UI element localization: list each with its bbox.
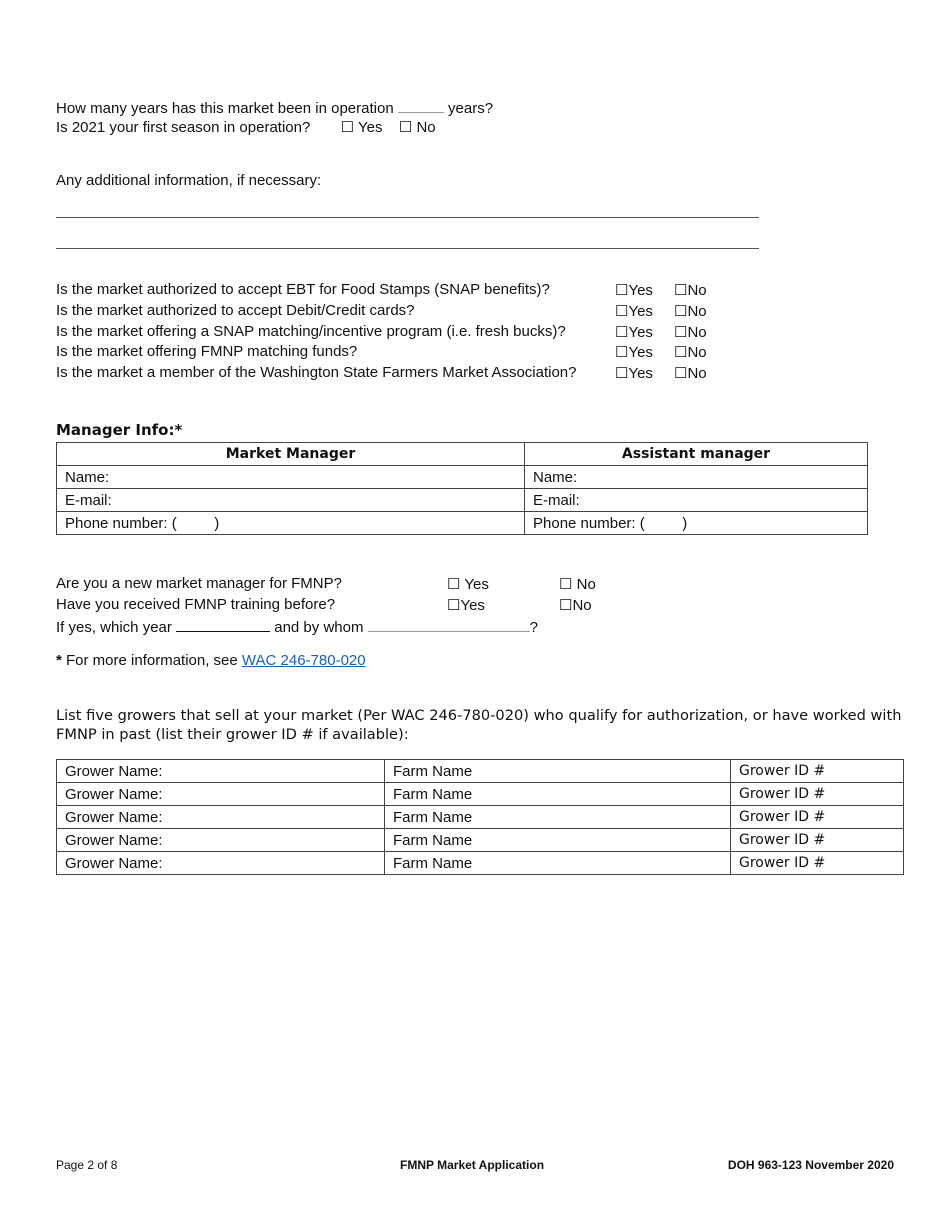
farm-name-field[interactable]: Farm Name — [385, 829, 731, 852]
new-manager-no-checkbox[interactable]: ☐ No — [559, 576, 596, 593]
farm-name-field[interactable]: Farm Name — [385, 760, 731, 783]
grower-name-field[interactable]: Grower Name: — [57, 852, 385, 875]
training-year-prefix: If yes, which year — [56, 619, 172, 636]
manager-header-row — [57, 443, 868, 466]
question-fmnp-matching-no-checkbox[interactable]: ☐No — [674, 344, 707, 361]
growers-table — [56, 759, 904, 875]
table-row — [57, 783, 904, 806]
question-fmnp-matching — [56, 343, 756, 363]
years-prefix: How many years has this market been in operation — [56, 100, 394, 117]
table-row — [57, 852, 904, 875]
market-manager-name-field[interactable]: Name: — [57, 466, 525, 489]
assistant-manager-phone-field[interactable]: Phone number: ( ) — [525, 512, 868, 535]
grower-id-field[interactable]: Grower ID # — [731, 760, 904, 783]
question-ebt — [56, 281, 756, 301]
additional-info-line-2[interactable] — [56, 248, 759, 249]
footer-title: FMNP Market Application — [400, 1158, 545, 1172]
grower-id-field[interactable]: Grower ID # — [731, 829, 904, 852]
manager-info-table — [56, 442, 868, 535]
first-season-question — [56, 118, 436, 136]
assistant-manager-name-field[interactable]: Name: — [525, 466, 868, 489]
training-year-input[interactable] — [176, 617, 270, 632]
growers-instructions: List five growers that sell at your market (Per WAC 246-780-020) who qualify for authorization, or have worked with FMNP in past (list their grower ID # if available): — [56, 707, 902, 743]
training-no-checkbox[interactable]: ☐No — [559, 597, 592, 614]
years-in-operation-question — [56, 98, 493, 117]
market-manager-email-field[interactable]: E-mail: — [57, 489, 525, 512]
first-season-text: Is 2021 your first season in operation? — [56, 119, 311, 136]
question-debit-credit-yes-checkbox[interactable]: ☐Yes — [615, 303, 653, 320]
question-wsfma-member — [56, 364, 756, 384]
question-debit-credit — [56, 302, 756, 322]
more-info-note — [56, 652, 366, 669]
question-ebt-no-checkbox[interactable]: ☐No — [674, 282, 707, 299]
assistant-manager-header: Assistant manager — [525, 443, 868, 466]
wac-link[interactable]: WAC 246-780-020 — [241, 652, 366, 669]
question-ebt-yes-checkbox[interactable]: ☐Yes — [615, 282, 653, 299]
question-ebt-text: Is the market authorized to accept EBT for Food Stamps (SNAP benefits)? — [56, 281, 550, 298]
manager-info-heading: Manager Info:* — [56, 421, 183, 439]
training-by-whom-input[interactable] — [368, 617, 530, 632]
more-info-asterisk: * — [56, 652, 62, 669]
grower-id-field[interactable]: Grower ID # — [731, 852, 904, 875]
first-season-no-checkbox[interactable]: ☐ No — [398, 119, 436, 136]
grower-id-field[interactable]: Grower ID # — [731, 806, 904, 829]
new-manager-question-text: Are you a new market manager for FMNP? — [56, 575, 342, 592]
years-suffix: years? — [448, 100, 494, 117]
training-by-whom-label: and by whom — [274, 619, 364, 636]
assistant-manager-email-field[interactable]: E-mail: — [525, 489, 868, 512]
table-row — [57, 829, 904, 852]
question-snap-matching-text: Is the market offering a SNAP matching/incentive program (i.e. fresh bucks)? — [56, 323, 566, 340]
grower-name-field[interactable]: Grower Name: — [57, 760, 385, 783]
additional-info-label: Any additional information, if necessary: — [56, 172, 322, 189]
training-question-text: Have you received FMNP training before? — [56, 596, 336, 613]
manager-phone-row — [57, 512, 868, 535]
question-snap-matching-yes-checkbox[interactable]: ☐Yes — [615, 324, 653, 341]
question-fmnp-matching-text: Is the market offering FMNP matching funds? — [56, 343, 358, 360]
table-row — [57, 806, 904, 829]
table-row — [57, 760, 904, 783]
market-manager-header: Market Manager — [57, 443, 525, 466]
farm-name-field[interactable]: Farm Name — [385, 806, 731, 829]
manager-email-row — [57, 489, 868, 512]
footer-page-number: Page 2 of 8 — [56, 1158, 118, 1172]
question-snap-matching — [56, 323, 756, 343]
farm-name-field[interactable]: Farm Name — [385, 852, 731, 875]
new-manager-yes-checkbox[interactable]: ☐ Yes — [447, 576, 489, 593]
question-wsfma-member-text: Is the market a member of the Washington State Farmers Market Association? — [56, 364, 577, 381]
question-snap-matching-no-checkbox[interactable]: ☐No — [674, 324, 707, 341]
grower-id-field[interactable]: Grower ID # — [731, 783, 904, 806]
more-info-text: For more information, see — [61, 652, 242, 669]
first-season-yes-checkbox[interactable]: ☐ Yes — [340, 119, 383, 136]
grower-name-field[interactable]: Grower Name: — [57, 783, 385, 806]
grower-name-field[interactable]: Grower Name: — [57, 829, 385, 852]
market-manager-phone-field[interactable]: Phone number: ( ) — [57, 512, 525, 535]
manager-name-row — [57, 466, 868, 489]
question-wsfma-member-no-checkbox[interactable]: ☐No — [674, 365, 707, 382]
training-year-question — [56, 617, 538, 636]
footer-doc-id: DOH 963-123 November 2020 — [727, 1158, 894, 1172]
question-debit-credit-text: Is the market authorized to accept Debit/Credit cards? — [56, 302, 415, 319]
farm-name-field[interactable]: Farm Name — [385, 783, 731, 806]
question-debit-credit-no-checkbox[interactable]: ☐No — [674, 303, 707, 320]
training-question-mark: ? — [529, 619, 538, 636]
question-fmnp-matching-yes-checkbox[interactable]: ☐Yes — [615, 344, 653, 361]
training-yes-checkbox[interactable]: ☐Yes — [447, 597, 485, 614]
years-input[interactable] — [398, 98, 444, 113]
additional-info-line-1[interactable] — [56, 217, 759, 218]
grower-name-field[interactable]: Grower Name: — [57, 806, 385, 829]
question-wsfma-member-yes-checkbox[interactable]: ☐Yes — [615, 365, 653, 382]
